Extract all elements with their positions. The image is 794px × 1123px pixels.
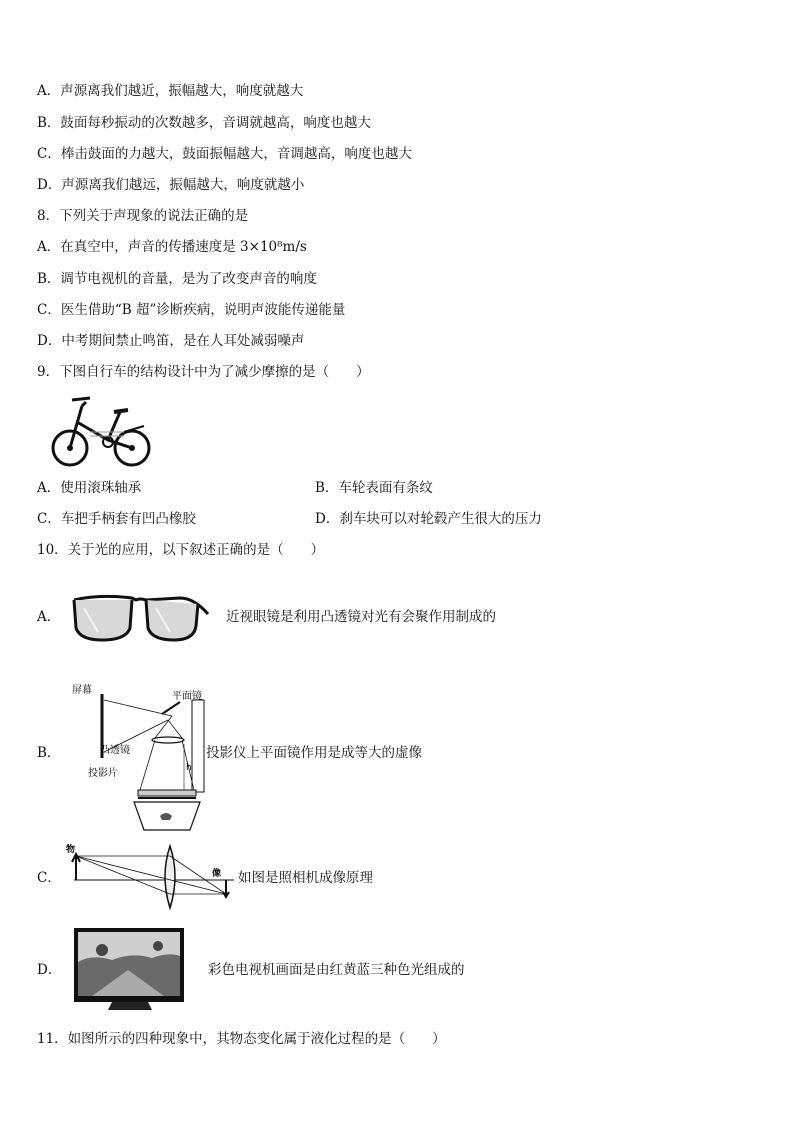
projector-diagram [60, 680, 210, 832]
q7-option-c: C．棒击鼓面的力越大，鼓面振幅越大，音调越高，响度也越大 [37, 146, 412, 162]
q8-stem: 8．下列关于声现象的说法正确的是 [37, 208, 249, 224]
q8-option-d: D．中考期间禁止鸣笛，是在人耳处减弱噪声 [37, 333, 305, 349]
q11-stem: 11．如图所示的四种现象中，其物态变化属于液化过程的是（ ） [37, 1031, 446, 1047]
q10-option-b-text: 投影仪上平面镜作用是成等大的虚像 [206, 745, 422, 761]
q10-option-c-text: 如图是照相机成像原理 [238, 870, 373, 886]
q8-option-a: A．在真空中，声音的传播速度是 3×10⁸m/s [37, 239, 307, 255]
q10-option-b-label: B． [37, 745, 61, 761]
glasses-image [70, 592, 210, 644]
q9-option-b: B．车轮表面有条纹 [315, 480, 433, 496]
object-label: 物 [66, 845, 76, 855]
q10-option-c-label: C． [37, 870, 61, 886]
q7-option-b: B．鼓面每秒振动的次数越多，音调就越高，响度也越大 [37, 115, 371, 131]
q8-option-c: C．医生借助“B 超”诊断疾病，说明声波能传递能量 [37, 302, 346, 318]
q8-option-b: B．调节电视机的音量，是为了改变声音的响度 [37, 271, 317, 287]
q7-option-d: D．声源离我们越远，振幅越大，响度就越小 [37, 177, 305, 193]
bicycle-figure [50, 392, 154, 470]
slide-label: 投影片 [88, 768, 118, 779]
q10-stem: 10．关于光的应用，以下叙述正确的是（ ） [37, 542, 325, 558]
q9-stem: 9．下图自行车的结构设计中为了减少摩擦的是（ ） [37, 364, 370, 380]
screen-label: 屏幕 [72, 685, 92, 696]
camera-lens-diagram [62, 842, 238, 912]
q10-option-a-text: 近视眼镜是利用凸透镜对光有会聚作用制成的 [226, 609, 496, 625]
q7-option-a: A．声源离我们越近，振幅越大，响度就越大 [37, 83, 304, 99]
q10-option-d-text: 彩色电视机画面是由红黄蓝三种色光组成的 [208, 962, 465, 978]
q9-option-a: A．使用滚珠轴承 [37, 480, 142, 496]
q9-option-c: C．车把手柄套有凹凸橡胶 [37, 511, 196, 527]
q10-option-d-label: D． [37, 962, 62, 978]
image-label: 像 [212, 869, 222, 879]
television-image [72, 926, 188, 1014]
q10-option-a-label: A． [37, 609, 61, 625]
mirror-label: 平面镜 [172, 691, 202, 702]
height-label: h [186, 763, 192, 773]
q9-option-d: D．刹车块可以对轮毂产生很大的压力 [315, 511, 542, 527]
lens-label: 凸透镜 [100, 745, 130, 756]
